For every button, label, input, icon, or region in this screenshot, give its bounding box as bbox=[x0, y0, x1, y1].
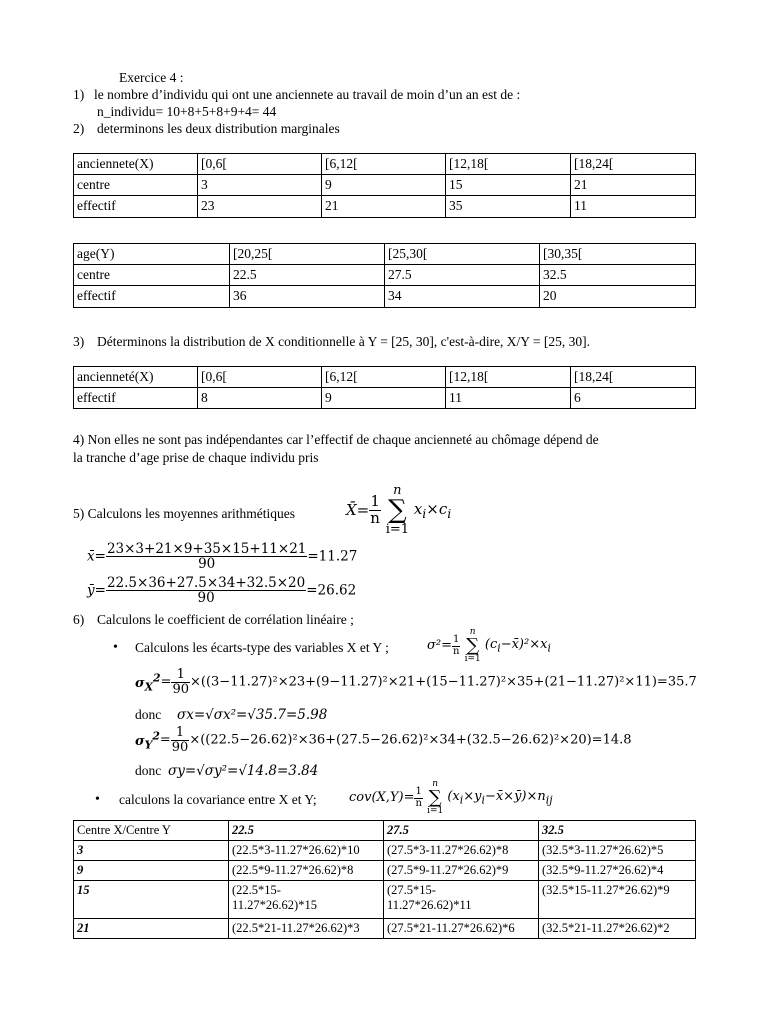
q4-line2: la tranche d’age prise de chaque individu pris bbox=[73, 450, 319, 465]
table-anciennete bbox=[73, 153, 696, 218]
table-cell: 6 bbox=[571, 388, 696, 409]
bullet-icon: • bbox=[113, 640, 118, 655]
bullet1-text: Calculons les écarts-type des variables X et Y ; bbox=[135, 640, 389, 655]
table-cell: 3 bbox=[198, 175, 322, 196]
table-cell: [20,25[ bbox=[230, 244, 385, 265]
table-header-cell: 27.5 bbox=[384, 821, 539, 841]
table-cell: [12,18[ bbox=[446, 367, 571, 388]
table-cell: 21 bbox=[74, 919, 229, 939]
table-cell: anciennete(X) bbox=[74, 154, 198, 175]
table-row bbox=[74, 388, 696, 409]
table-cell: [30,35[ bbox=[540, 244, 696, 265]
table-cell: [0,6[ bbox=[198, 367, 322, 388]
q1-number: 1) bbox=[73, 87, 85, 102]
table-cell: (32.5*9-11.27*26.62)*4 bbox=[539, 861, 696, 881]
table-cell: [0,6[ bbox=[198, 154, 322, 175]
table-conditional bbox=[73, 366, 696, 409]
donc2-word: donc bbox=[135, 763, 162, 778]
table-cell: 27.5 bbox=[385, 265, 540, 286]
table-row bbox=[74, 367, 696, 388]
table-cell: (32.5*3-11.27*26.62)*5 bbox=[539, 841, 696, 861]
table-header-cell: Centre X/Centre Y bbox=[74, 821, 229, 841]
table-row bbox=[74, 244, 696, 265]
table-cell: (27.5*9-11.27*26.62)*9 bbox=[384, 861, 539, 881]
q2-number: 2) bbox=[73, 121, 85, 136]
table-cell: [25,30[ bbox=[385, 244, 540, 265]
q6-text: Calculons le coefficient de corrélation linéaire ; bbox=[97, 612, 354, 627]
table-cell: 32.5 bbox=[540, 265, 696, 286]
bullet-icon: • bbox=[95, 792, 100, 807]
table-row bbox=[74, 196, 696, 217]
table-header-cell: 32.5 bbox=[539, 821, 696, 841]
q3-number: 3) bbox=[73, 334, 85, 349]
table-cell: effectif bbox=[74, 196, 198, 217]
table-age bbox=[73, 243, 696, 308]
table-cell: (22.5*9-11.27*26.62)*8 bbox=[229, 861, 384, 881]
sigma-x-formula: $\sigma_X^2=$ $\frac{1}{90}$ ×((3−11.27)²×23+(9−11.27)²×21+(15−11.27)²×35+(21−11.27)²×11)=35.7 bbox=[135, 667, 697, 697]
q6-number: 6) bbox=[73, 612, 85, 627]
ybar-formula: ȳ= $\frac{22.5\times 36+27.5\times 34+32.5\times 20}{90}$ =26.62 bbox=[87, 575, 357, 607]
table-cell: effectif bbox=[74, 286, 230, 307]
table-cell: (27.5*3-11.27*26.62)*8 bbox=[384, 841, 539, 861]
q2-text: determinons les deux distribution marginales bbox=[97, 121, 340, 136]
table-cell: 15 bbox=[446, 175, 571, 196]
table-cell: 8 bbox=[198, 388, 322, 409]
table-row bbox=[74, 919, 696, 939]
xbar-formula: x̄= $\frac{23\times 3+21\times 9+35\times 15+11\times 21}{90}$ =11.27 bbox=[87, 541, 358, 573]
sigma-y-formula: $\sigma_Y^2=$ $\frac{1}{90}$ ×((22.5−26.62)²×36+(27.5−26.62)²×34+(32.5−26.62)²×20)=14.8 bbox=[135, 725, 632, 755]
table-cell: age(Y) bbox=[74, 244, 230, 265]
sigma-formula: σ²= $\frac{1}{n}$ n ∑ i=1 $(c_i-x̄)^2\times x_i$ bbox=[427, 627, 551, 664]
sigma-y-result: σy=√σy²=√14.8=3.84 bbox=[168, 763, 319, 779]
q1-answer: n_individu= 10+8+5+8+9+4= 44 bbox=[97, 104, 277, 119]
table-cell: 11 bbox=[571, 196, 696, 217]
donc1-word: donc bbox=[135, 707, 162, 722]
table-cell: effectif bbox=[74, 388, 198, 409]
table-cell: (22.5*15- 11.27*26.62)*15 bbox=[229, 881, 384, 919]
table-cell: 9 bbox=[322, 388, 446, 409]
table-cell: 15 bbox=[74, 881, 229, 919]
table-cell: [18,24[ bbox=[571, 367, 696, 388]
table-row bbox=[74, 861, 696, 881]
table-cell: [12,18[ bbox=[446, 154, 571, 175]
table-cell: (22.5*3-11.27*26.62)*10 bbox=[229, 841, 384, 861]
table-cell: (22.5*21-11.27*26.62)*3 bbox=[229, 919, 384, 939]
sigma-x-result: σx=√σx²=√35.7=5.98 bbox=[177, 707, 328, 723]
table-cell: centre bbox=[74, 175, 198, 196]
table-cell: 34 bbox=[385, 286, 540, 307]
table-cell: [6,12[ bbox=[322, 154, 446, 175]
table-cell: ancienneté(X) bbox=[74, 367, 198, 388]
table-row bbox=[74, 841, 696, 861]
table-row bbox=[74, 286, 696, 307]
table-cell: [6,12[ bbox=[322, 367, 446, 388]
table-cell: 3 bbox=[74, 841, 229, 861]
table-row bbox=[74, 154, 696, 175]
table-row bbox=[74, 265, 696, 286]
table-cell: 21 bbox=[571, 175, 696, 196]
q5-text: 5) Calculons les moyennes arithmétiques bbox=[73, 506, 295, 521]
table-header-cell: 22.5 bbox=[229, 821, 384, 841]
table-cell: (27.5*21-11.27*26.62)*6 bbox=[384, 919, 539, 939]
table-row bbox=[74, 175, 696, 196]
covariance-formula: cov(X,Y)= $\frac{1}{n}$ n ∑ i=1 $(x_i\times y_i-x̄\times ȳ)\times n_{ij}$ bbox=[349, 779, 553, 816]
mean-formula: X̄= $\frac{1}{n}$ n ∑ i=1 $x_i\times c_i$ bbox=[346, 483, 452, 537]
table-cell: centre bbox=[74, 265, 230, 286]
table-cell: (32.5*15-11.27*26.62)*9 bbox=[539, 881, 696, 919]
table-covariance bbox=[73, 820, 696, 939]
table-row bbox=[74, 881, 696, 919]
bullet2-text: calculons la covariance entre X et Y; bbox=[119, 792, 317, 807]
table-cell: 21 bbox=[322, 196, 446, 217]
q4-line1: 4) Non elles ne sont pas indépendantes car l’effectif de chaque ancienneté au chômage dépend de bbox=[73, 432, 599, 447]
q1-text: le nombre d’individu qui ont une anciennete au travail de moin d’un an est de : bbox=[94, 87, 521, 102]
table-cell: 11 bbox=[446, 388, 571, 409]
table-cell: (32.5*21-11.27*26.62)*2 bbox=[539, 919, 696, 939]
table-cell: 36 bbox=[230, 286, 385, 307]
table-cell: 20 bbox=[540, 286, 696, 307]
table-cell: [18,24[ bbox=[571, 154, 696, 175]
table-cell: 9 bbox=[74, 861, 229, 881]
table-cell: 9 bbox=[322, 175, 446, 196]
table-cell: 23 bbox=[198, 196, 322, 217]
q3-text: Déterminons la distribution de X conditionnelle à Y = [25, 30], c'est-à-dire, X/Y = [25, 30]. bbox=[97, 334, 591, 349]
table-cell: 35 bbox=[446, 196, 571, 217]
table-cell: 22.5 bbox=[230, 265, 385, 286]
table-row bbox=[74, 821, 696, 841]
exercise-title: Exercice 4 : bbox=[119, 70, 184, 85]
table-cell: (27.5*15- 11.27*26.62)*11 bbox=[384, 881, 539, 919]
